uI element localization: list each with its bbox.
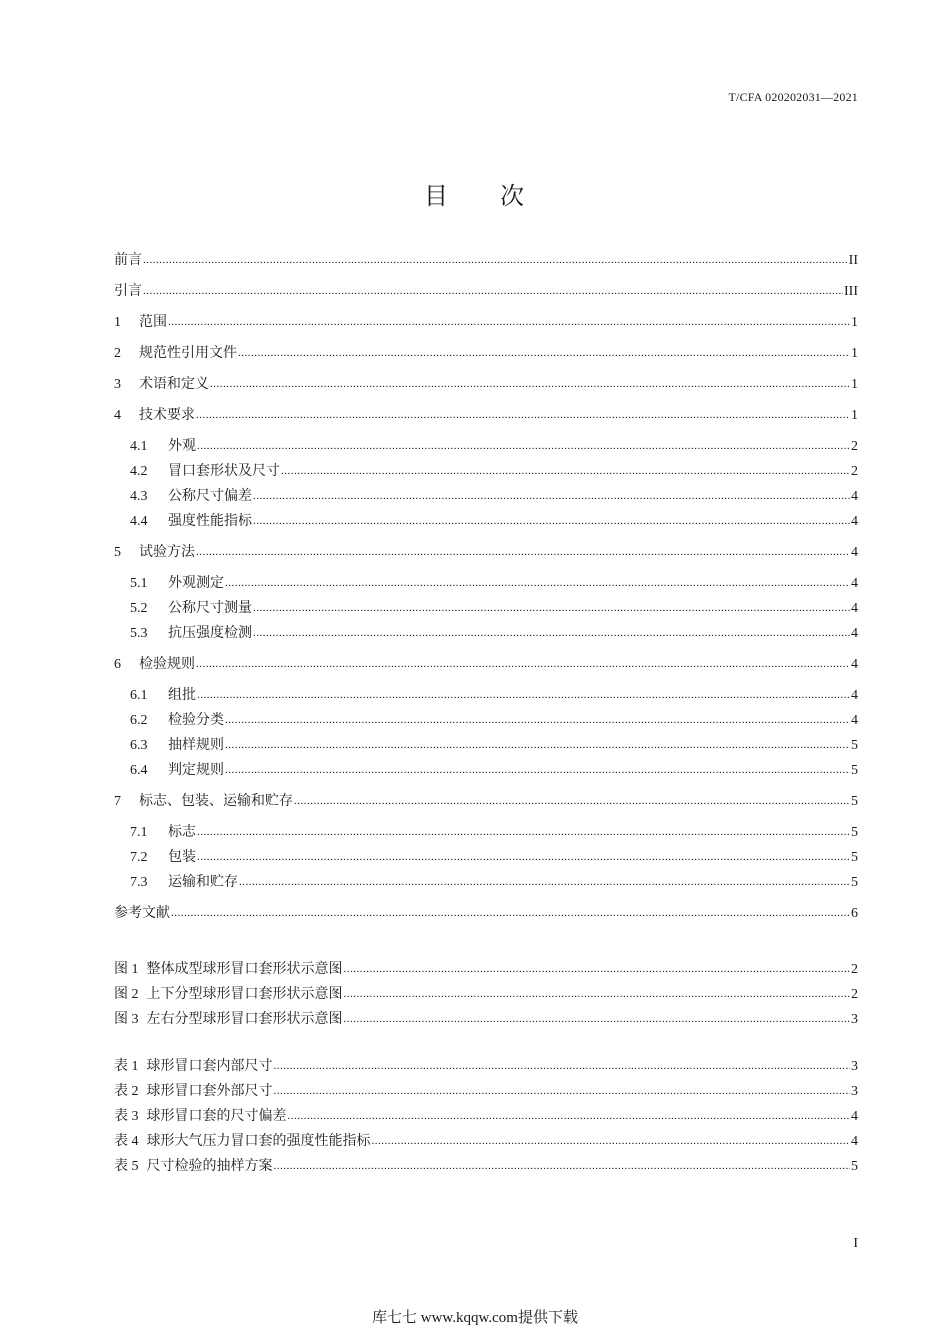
dot-leader	[197, 847, 850, 867]
download-footer: 库七七 www.kqqw.com提供下载	[372, 1310, 578, 1326]
figure-entry-number: 图 3	[114, 1012, 139, 1027]
figure-entry-label: 上下分型球形冒口套形状示意图	[146, 987, 343, 1002]
toc-subentry-label: 冒口套形状及尺寸	[168, 464, 280, 479]
toc-entry-label: 标志、包装、运输和贮存	[139, 794, 293, 809]
table-entry-title	[114, 1132, 371, 1152]
dot-leader	[225, 760, 850, 780]
toc-subentry-number: 4.4	[130, 514, 148, 529]
toc-subentry-label: 强度性能指标	[168, 514, 252, 529]
toc-subentry[interactable]	[114, 848, 858, 868]
dot-leader	[196, 654, 850, 674]
toc-subentry[interactable]	[114, 624, 858, 644]
toc-subentry-page: 5	[851, 738, 858, 753]
page-title-part2: 次	[500, 182, 526, 210]
toc-subentry-label: 包装	[168, 850, 196, 865]
toc-subentry-number: 6.2	[130, 713, 148, 728]
toc-subentry-title	[130, 624, 252, 644]
toc-subentry-title	[130, 599, 252, 619]
toc-entry[interactable]	[114, 251, 858, 271]
toc-subentry-page: 4	[851, 688, 858, 703]
table-entry-label: 球形大气压力冒口套的强度性能指标	[146, 1134, 371, 1149]
toc-entry[interactable]	[114, 904, 858, 924]
figure-entry-page: 2	[851, 987, 858, 1002]
dot-leader	[253, 511, 850, 531]
table-entry[interactable]	[114, 1132, 858, 1152]
toc-entry-label: 参考文献	[114, 906, 170, 921]
toc-subentry[interactable]	[114, 437, 858, 457]
figure-entry-page: 2	[851, 962, 858, 977]
toc-subentry-label: 外观	[168, 439, 196, 454]
toc-subentry-number: 5.3	[130, 626, 148, 641]
page-title-part1: 目	[424, 182, 450, 210]
table-entry-label: 尺寸检验的抽样方案	[146, 1159, 273, 1174]
table-entry-page: 3	[851, 1059, 858, 1074]
table-entry-title	[114, 1082, 273, 1102]
toc-entry[interactable]	[114, 406, 858, 426]
dot-leader	[281, 461, 850, 481]
dot-leader	[239, 872, 850, 892]
dot-leader	[143, 250, 848, 270]
toc-subentry-title	[130, 574, 224, 594]
toc-entry-page: 5	[851, 794, 858, 809]
toc-subentry-page: 2	[851, 439, 858, 454]
dot-leader	[274, 1081, 851, 1101]
toc-subentry-label: 标志	[168, 825, 196, 840]
figure-entry-title	[114, 1010, 343, 1030]
table-entry-page: 3	[851, 1084, 858, 1099]
toc-entry-page: 1	[851, 377, 858, 392]
toc-subentry-number: 4.3	[130, 489, 148, 504]
dot-leader	[143, 281, 843, 301]
figure-entry[interactable]	[114, 1010, 858, 1030]
table-entry-number: 表 4	[114, 1134, 139, 1149]
toc-subentry-number: 7.3	[130, 875, 148, 890]
toc-entry-title	[114, 344, 237, 364]
toc-entry-label: 技术要求	[139, 408, 195, 423]
toc-entry-number: 3	[114, 377, 121, 392]
toc-subentry-label: 判定规则	[168, 763, 224, 778]
table-of-contents	[114, 251, 858, 924]
dot-leader	[168, 312, 850, 332]
toc-subentry-page: 5	[851, 875, 858, 890]
toc-entry-label: 范围	[139, 315, 167, 330]
table-entry-label: 球形冒口套外部尺寸	[146, 1084, 273, 1099]
toc-entry-page: II	[848, 253, 858, 268]
dot-leader	[274, 1056, 851, 1076]
toc-entry-page: 4	[851, 657, 858, 672]
toc-subentry[interactable]	[114, 823, 858, 843]
table-entry-number: 表 1	[114, 1059, 139, 1074]
toc-subentry-label: 公称尺寸测量	[168, 601, 252, 616]
dot-leader	[344, 984, 851, 1004]
toc-subentry-title	[130, 736, 224, 756]
table-entry[interactable]	[114, 1057, 858, 1077]
dot-leader	[196, 405, 850, 425]
table-entry-number: 表 5	[114, 1159, 139, 1174]
figure-list	[114, 960, 858, 1030]
toc-subentry-title	[130, 512, 252, 532]
table-entry[interactable]	[114, 1082, 858, 1102]
toc-entry-page: 1	[851, 346, 858, 361]
toc-subentry[interactable]	[114, 761, 858, 781]
toc-subentry-title	[130, 686, 196, 706]
dot-leader	[294, 791, 850, 811]
table-entry-number: 表 2	[114, 1084, 139, 1099]
toc-subentry-title	[130, 873, 238, 893]
toc-subentry-number: 7.2	[130, 850, 148, 865]
toc-subentry[interactable]	[114, 512, 858, 532]
dot-leader	[197, 822, 850, 842]
table-entry-label: 球形冒口套内部尺寸	[146, 1059, 273, 1074]
figure-entry-label: 左右分型球形冒口套形状示意图	[146, 1012, 343, 1027]
figure-entry-number: 图 1	[114, 962, 139, 977]
table-entry-page: 5	[851, 1159, 858, 1174]
toc-entry-title	[114, 251, 142, 271]
table-entry-label: 球形冒口套的尺寸偏差	[146, 1109, 287, 1124]
toc-subentry-page: 4	[851, 626, 858, 641]
toc-subentry-title	[130, 848, 196, 868]
table-entry[interactable]	[114, 1107, 858, 1127]
toc-entry-page: 6	[851, 906, 858, 921]
toc-entry-title	[114, 792, 293, 812]
dot-leader	[372, 1131, 851, 1151]
toc-entry-number: 7	[114, 794, 121, 809]
figure-entry[interactable]	[114, 960, 858, 980]
toc-entry[interactable]	[114, 543, 858, 563]
toc-subentry-label: 运输和贮存	[168, 875, 238, 890]
toc-entry[interactable]	[114, 655, 858, 675]
toc-subentry-label: 公称尺寸偏差	[168, 489, 252, 504]
toc-entry-title	[114, 543, 195, 563]
toc-subentry-number: 7.1	[130, 825, 148, 840]
dot-leader	[225, 710, 850, 730]
dot-leader	[196, 542, 850, 562]
toc-subentry-number: 6.1	[130, 688, 148, 703]
dot-leader	[253, 598, 850, 618]
table-entry-title	[114, 1057, 273, 1077]
toc-entry[interactable]	[114, 375, 858, 395]
toc-entry-number: 2	[114, 346, 121, 361]
dot-leader	[288, 1106, 851, 1126]
figure-entry-label: 整体成型球形冒口套形状示意图	[146, 962, 343, 977]
toc-subentry-number: 6.4	[130, 763, 148, 778]
toc-subentry-page: 5	[851, 850, 858, 865]
toc-subentry-label: 组批	[168, 688, 196, 703]
toc-entry-number: 1	[114, 315, 121, 330]
toc-entry-label: 检验规则	[139, 657, 195, 672]
toc-subentry-title	[130, 437, 196, 457]
toc-entry[interactable]	[114, 792, 858, 812]
toc-entry-title	[114, 406, 195, 426]
toc-entry-number: 6	[114, 657, 121, 672]
dot-leader	[171, 903, 850, 923]
dot-leader	[344, 1009, 851, 1029]
toc-entry-page: 1	[851, 315, 858, 330]
toc-subentry-number: 6.3	[130, 738, 148, 753]
toc-subentry[interactable]	[114, 599, 858, 619]
toc-subentry-page: 5	[851, 763, 858, 778]
dot-leader	[344, 959, 851, 979]
toc-subentry[interactable]	[114, 487, 858, 507]
toc-subentry-number: 5.2	[130, 601, 148, 616]
toc-entry-label: 术语和定义	[139, 377, 209, 392]
toc-entry-title	[114, 375, 209, 395]
toc-entry-title	[114, 904, 170, 924]
toc-subentry[interactable]	[114, 574, 858, 594]
toc-subentry[interactable]	[114, 873, 858, 893]
figure-entry-number: 图 2	[114, 987, 139, 1002]
toc-subentry-page: 4	[851, 601, 858, 616]
table-entry-number: 表 3	[114, 1109, 139, 1124]
toc-entry-page: III	[844, 284, 858, 299]
toc-entry[interactable]	[114, 344, 858, 364]
toc-subentry-label: 检验分类	[168, 713, 224, 728]
dot-leader	[225, 735, 850, 755]
toc-entry[interactable]	[114, 313, 858, 333]
figure-entry-page: 3	[851, 1012, 858, 1027]
toc-entry-label: 前言	[114, 253, 142, 268]
toc-subentry[interactable]	[114, 686, 858, 706]
toc-entry-label: 试验方法	[139, 545, 195, 560]
dot-leader	[253, 623, 850, 643]
toc-subentry-number: 4.1	[130, 439, 148, 454]
toc-subentry[interactable]	[114, 736, 858, 756]
toc-entry-page: 4	[851, 545, 858, 560]
toc-subentry-page: 4	[851, 489, 858, 504]
table-entry-title	[114, 1157, 273, 1177]
figure-entry-title	[114, 960, 343, 980]
page-title	[0, 176, 950, 211]
toc-entry-label: 引言	[114, 284, 142, 299]
document-code: T/CFA 020202031—2021	[728, 90, 858, 104]
toc-subentry-number: 5.1	[130, 576, 148, 591]
table-list	[114, 1057, 858, 1177]
toc-subentry[interactable]	[114, 711, 858, 731]
toc-subentry-title	[130, 823, 196, 843]
toc-subentry-title	[130, 761, 224, 781]
toc-entry-title	[114, 282, 142, 302]
toc-subentry-number: 4.2	[130, 464, 148, 479]
dot-leader	[225, 573, 850, 593]
toc-subentry-label: 抽样规则	[168, 738, 224, 753]
page-number: I	[853, 1236, 858, 1251]
dot-leader	[274, 1156, 851, 1176]
toc-entry-title	[114, 313, 167, 333]
table-entry[interactable]	[114, 1157, 858, 1177]
figure-entry[interactable]	[114, 985, 858, 1005]
toc-subentry[interactable]	[114, 462, 858, 482]
toc-entry-number: 5	[114, 545, 121, 560]
dot-leader	[197, 685, 850, 705]
table-entry-page: 4	[851, 1134, 858, 1149]
toc-subentry-title	[130, 711, 224, 731]
toc-entry-page: 1	[851, 408, 858, 423]
toc-entry-number: 4	[114, 408, 121, 423]
toc-subentry-label: 外观测定	[168, 576, 224, 591]
toc-subentry-page: 4	[851, 713, 858, 728]
toc-subentry-page: 2	[851, 464, 858, 479]
dot-leader	[197, 436, 850, 456]
table-entry-title	[114, 1107, 287, 1127]
figure-entry-title	[114, 985, 343, 1005]
toc-subentry-page: 4	[851, 576, 858, 591]
dot-leader	[210, 374, 850, 394]
toc-entry-title	[114, 655, 195, 675]
toc-entry-label: 规范性引用文件	[139, 346, 237, 361]
table-entry-page: 4	[851, 1109, 858, 1124]
dot-leader	[238, 343, 850, 363]
toc-subentry-page: 5	[851, 825, 858, 840]
toc-subentry-page: 4	[851, 514, 858, 529]
toc-subentry-label: 抗压强度检测	[168, 626, 252, 641]
toc-entry[interactable]	[114, 282, 858, 302]
toc-subentry-title	[130, 487, 252, 507]
dot-leader	[253, 486, 850, 506]
toc-subentry-title	[130, 462, 280, 482]
